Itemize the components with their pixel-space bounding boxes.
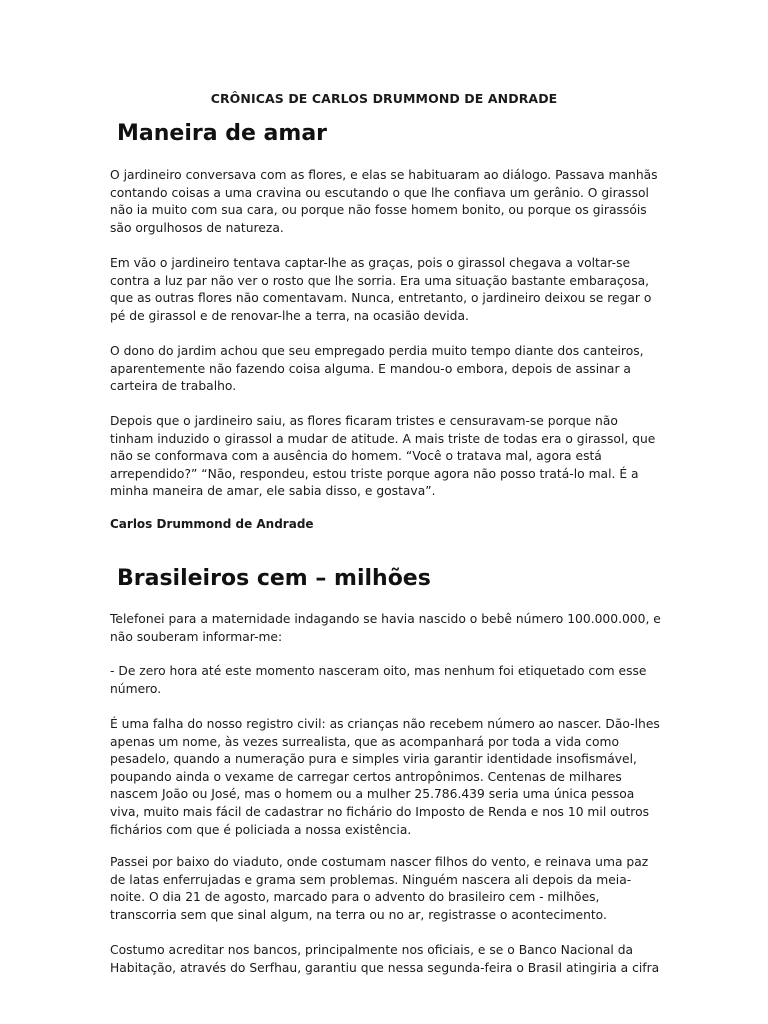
paragraph: - De zero hora até este momento nasceram oito, mas nenhum foi etiquetado com esse número. (110, 664, 647, 696)
section-title-brasileiros-cem-milhoes: Brasileiros cem – milhões (117, 566, 431, 591)
section-title-maneira-de-amar: Maneira de amar (117, 121, 328, 146)
paragraph: É uma falha do nosso registro civil: as crianças não recebem número ao nascer. Dão-lhes apenas um nome, às vezes surrealista, que as acompanhará por toda a vida como pesadelo, quando a numeração pura e simples viria garantir identidade insofismável, poupando ainda o vexame de carregar certos antropônimos. Centenas de milhares nascem João ou José, mas o homem ou a mulher 25.786.439 seria uma única pessoa viva, muito mais fácil de cadastrar no fichário do Imposto de Renda e nos 10 mil outros fichários com que é policiada a nossa existência. (110, 717, 660, 837)
paragraph: Costumo acreditar nos bancos, principalmente nos oficiais, e se o Banco Nacional da Habitação, através do Serfhau, garantiu que nessa segunda-feira o Brasil atingiria a cifra (110, 943, 660, 975)
author-signature: Carlos Drummond de Andrade (110, 517, 314, 531)
paragraph: Passei por baixo do viaduto, onde costumam nascer filhos do vento, e reinava uma paz de latas enferrujadas e grama sem problemas. Ninguém nascera ali depois da meia-noite. O dia 21 de agosto, marcado para o advento do brasileiro cem - milhões, transcorria sem que sinal algum, na terra ou no ar, registrasse o acontecimento. (110, 855, 649, 922)
paragraph: O jardineiro conversava com as flores, e elas se habituaram ao diálogo. Passava manhãs contando coisas a uma cravina ou escutando o que lhe confiava um gerânio. O girassol não ia muito com sua cara, ou porque não fosse homem bonito, ou porque os girassóis são orgulhosos de natureza. (110, 168, 658, 235)
paragraph: Depois que o jardineiro saiu, as flores ficaram tristes e censuravam-se porque não tinham induzido o girassol a mudar de atitude. A mais triste de todas era o girassol, que não se conformava com a ausência do homem. “Você o tratava mal, agora está arrependido?” “Não, respondeu, estou triste porque agora não posso tratá-lo mal. É a minha maneira de amar, ele sabia disso, e gostava”. (110, 414, 656, 499)
paragraph: Telefonei para a maternidade indagando se havia nascido o bebê número 100.000.000, e não souberam informar-me: (110, 612, 661, 644)
document-header: CRÔNICAS DE CARLOS DRUMMOND DE ANDRADE (210, 91, 558, 106)
paragraph: Em vão o jardineiro tentava captar-lhe as graças, pois o girassol chegava a voltar-se contra a luz par não ver o rosto que lhe sorria. Era uma situação bastante embaraçosa, que as outras flores não comentavam. Nunca, entretanto, o jardineiro deixou se regar o pé de girassol e de renovar-lhe a terra, na ocasião devida. (110, 256, 652, 323)
paragraph: O dono do jardim achou que seu empregado perdia muito tempo diante dos canteiros, aparentemente não fazendo coisa alguma. E mandou-o embora, depois de assinar a carteira de trabalho. (110, 344, 644, 394)
